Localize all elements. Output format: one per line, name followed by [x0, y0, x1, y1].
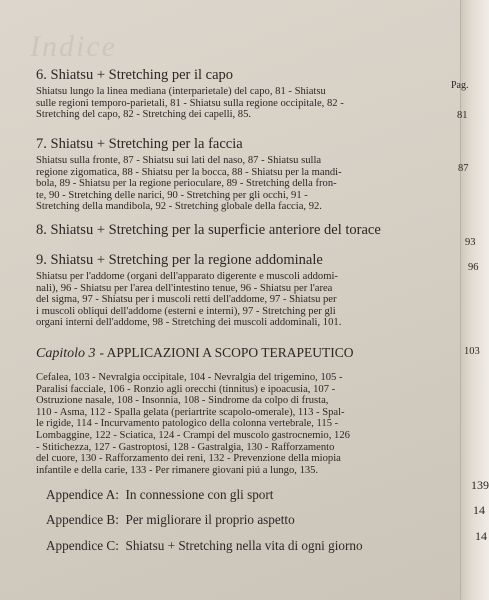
- toc-appendix-a: [46, 487, 273, 503]
- page-number: 14: [473, 503, 485, 517]
- description-line: organi interni dell'addome, 98 - Stretching dei muscoli addominali, 101.: [36, 317, 342, 329]
- section-heading: 8. Shiatsu + Stretching per la superficie anteriore del torace: [36, 222, 381, 238]
- description-line: i muscoli obliqui dell'addome (esterni e interni), 97 - Stretching per gli: [36, 305, 336, 317]
- toc-section-6: [36, 67, 436, 121]
- section-heading: 6. Shiatsu + Stretching per il capo: [36, 67, 234, 83]
- description-line: del sigma, 97 - Shiatsu per i muscoli retti dell'addome, 97 - Shiatsu per: [36, 294, 337, 306]
- page-number: 103: [464, 346, 480, 357]
- description-line: bola, 89 - Shiatsu per la regione perioculare, 89 - Stretching della fron-: [36, 178, 337, 190]
- page-number: 139: [471, 478, 489, 492]
- toc-chapter-3: [36, 344, 446, 476]
- appendix-label: Appendice B:: [46, 512, 119, 527]
- appendix-title: Per migliorare il proprio aspetto: [125, 512, 295, 527]
- toc-section-7: [36, 136, 436, 213]
- page-column-label: Pag.: [451, 80, 469, 91]
- description-line: Lombaggine, 122 - Sciatica, 124 - Crampi del muscolo gastrocnemio, 126: [36, 429, 350, 441]
- appendix-label: Appendice A:: [46, 487, 119, 502]
- toc-section-9: [36, 252, 436, 329]
- chapter-title: - APPLICAZIONI A SCOPO TERAPEUTICO: [99, 345, 354, 360]
- description-line: te, 90 - Stretching delle narici, 90 - Stretching per gli occhi, 91 -: [36, 189, 308, 201]
- description-line: Shiatsu sulla fronte, 87 - Shiatsu sui lati del naso, 87 - Shiatsu sulla: [36, 155, 322, 166]
- section-description: [36, 271, 436, 329]
- section-heading: 7. Shiatsu + Stretching per la faccia: [36, 136, 243, 152]
- toc-appendix-c: [46, 538, 363, 554]
- description-line: Ostruzione nasale, 108 - Insonnia, 108 - Sindrome da colpo di frusta,: [36, 395, 329, 407]
- chapter-heading: [36, 344, 446, 362]
- description-line: sulle regioni temporo-parietali, 81 - Shiatsu sulla regione occipitale, 82 -: [36, 97, 344, 109]
- section-description: [36, 86, 436, 121]
- page-number: 81: [457, 110, 468, 121]
- page-number: 14: [475, 529, 487, 543]
- description-line: nali), 96 - Shiatsu per l'area dell'intestino tenue, 96 - Shiatsu per l'area: [36, 282, 333, 294]
- page-number: 93: [465, 237, 476, 248]
- page-number: 87: [458, 163, 469, 174]
- description-line: Stretching del capo, 82 - Stretching dei capelli, 85.: [36, 109, 252, 121]
- section-heading: 9. Shiatsu + Stretching per la regione addominale: [36, 252, 323, 268]
- description-line: 110 - Asma, 112 - Spalla gelata (periartrite scapolo-omerale), 113 - Spal-: [36, 406, 345, 418]
- description-line: Stretching della mandibola, 92 - Stretching globale della faccia, 92.: [36, 201, 322, 213]
- appendix-title: Shiatsu + Stretching nella vita di ogni giorno: [125, 538, 363, 553]
- toc-section-8: [36, 222, 436, 238]
- show-through-title: Indice: [30, 30, 117, 63]
- page-number: 96: [468, 262, 479, 273]
- description-line: regione zigomatica, 88 - Shiatsu per la bocca, 88 - Shiatsu per la mandi-: [36, 166, 342, 178]
- description-line: Paralisi facciale, 106 - Ronzio agli orecchi (tinnitus) e ipoacusia, 107 -: [36, 383, 336, 395]
- chapter-description: [36, 372, 446, 476]
- chapter-label: Capitolo 3: [36, 346, 96, 361]
- description-line: - Stitichezza, 127 - Gastroptosi, 128 - Gastralgia, 130 - Rafforzamento: [36, 441, 335, 453]
- description-line: Shiatsu per l'addome (organi dell'apparato digerente e muscoli addomi-: [36, 271, 338, 282]
- toc-appendix-b: [46, 512, 295, 528]
- appendix-title: In connessione con gli sport: [125, 487, 274, 502]
- description-line: Shiatsu lungo la linea mediana (interparietale) del capo, 81 - Shiatsu: [36, 86, 326, 97]
- description-line: del cuore, 130 - Rafforzamento dei reni, 132 - Prevenzione della miopia: [36, 453, 341, 465]
- description-line: Cefalea, 103 - Nevralgia occipitale, 104 - Nevralgia del trigemino, 105 -: [36, 372, 343, 383]
- appendix-label: Appendice C:: [46, 538, 119, 553]
- description-line: infantile e della carie, 133 - Per rimanere giovani piú a lungo, 135.: [36, 464, 319, 476]
- description-line: le rigide, 114 - Incurvamento patologico della colonna vertebrale, 115 -: [36, 418, 339, 430]
- section-description: [36, 155, 436, 213]
